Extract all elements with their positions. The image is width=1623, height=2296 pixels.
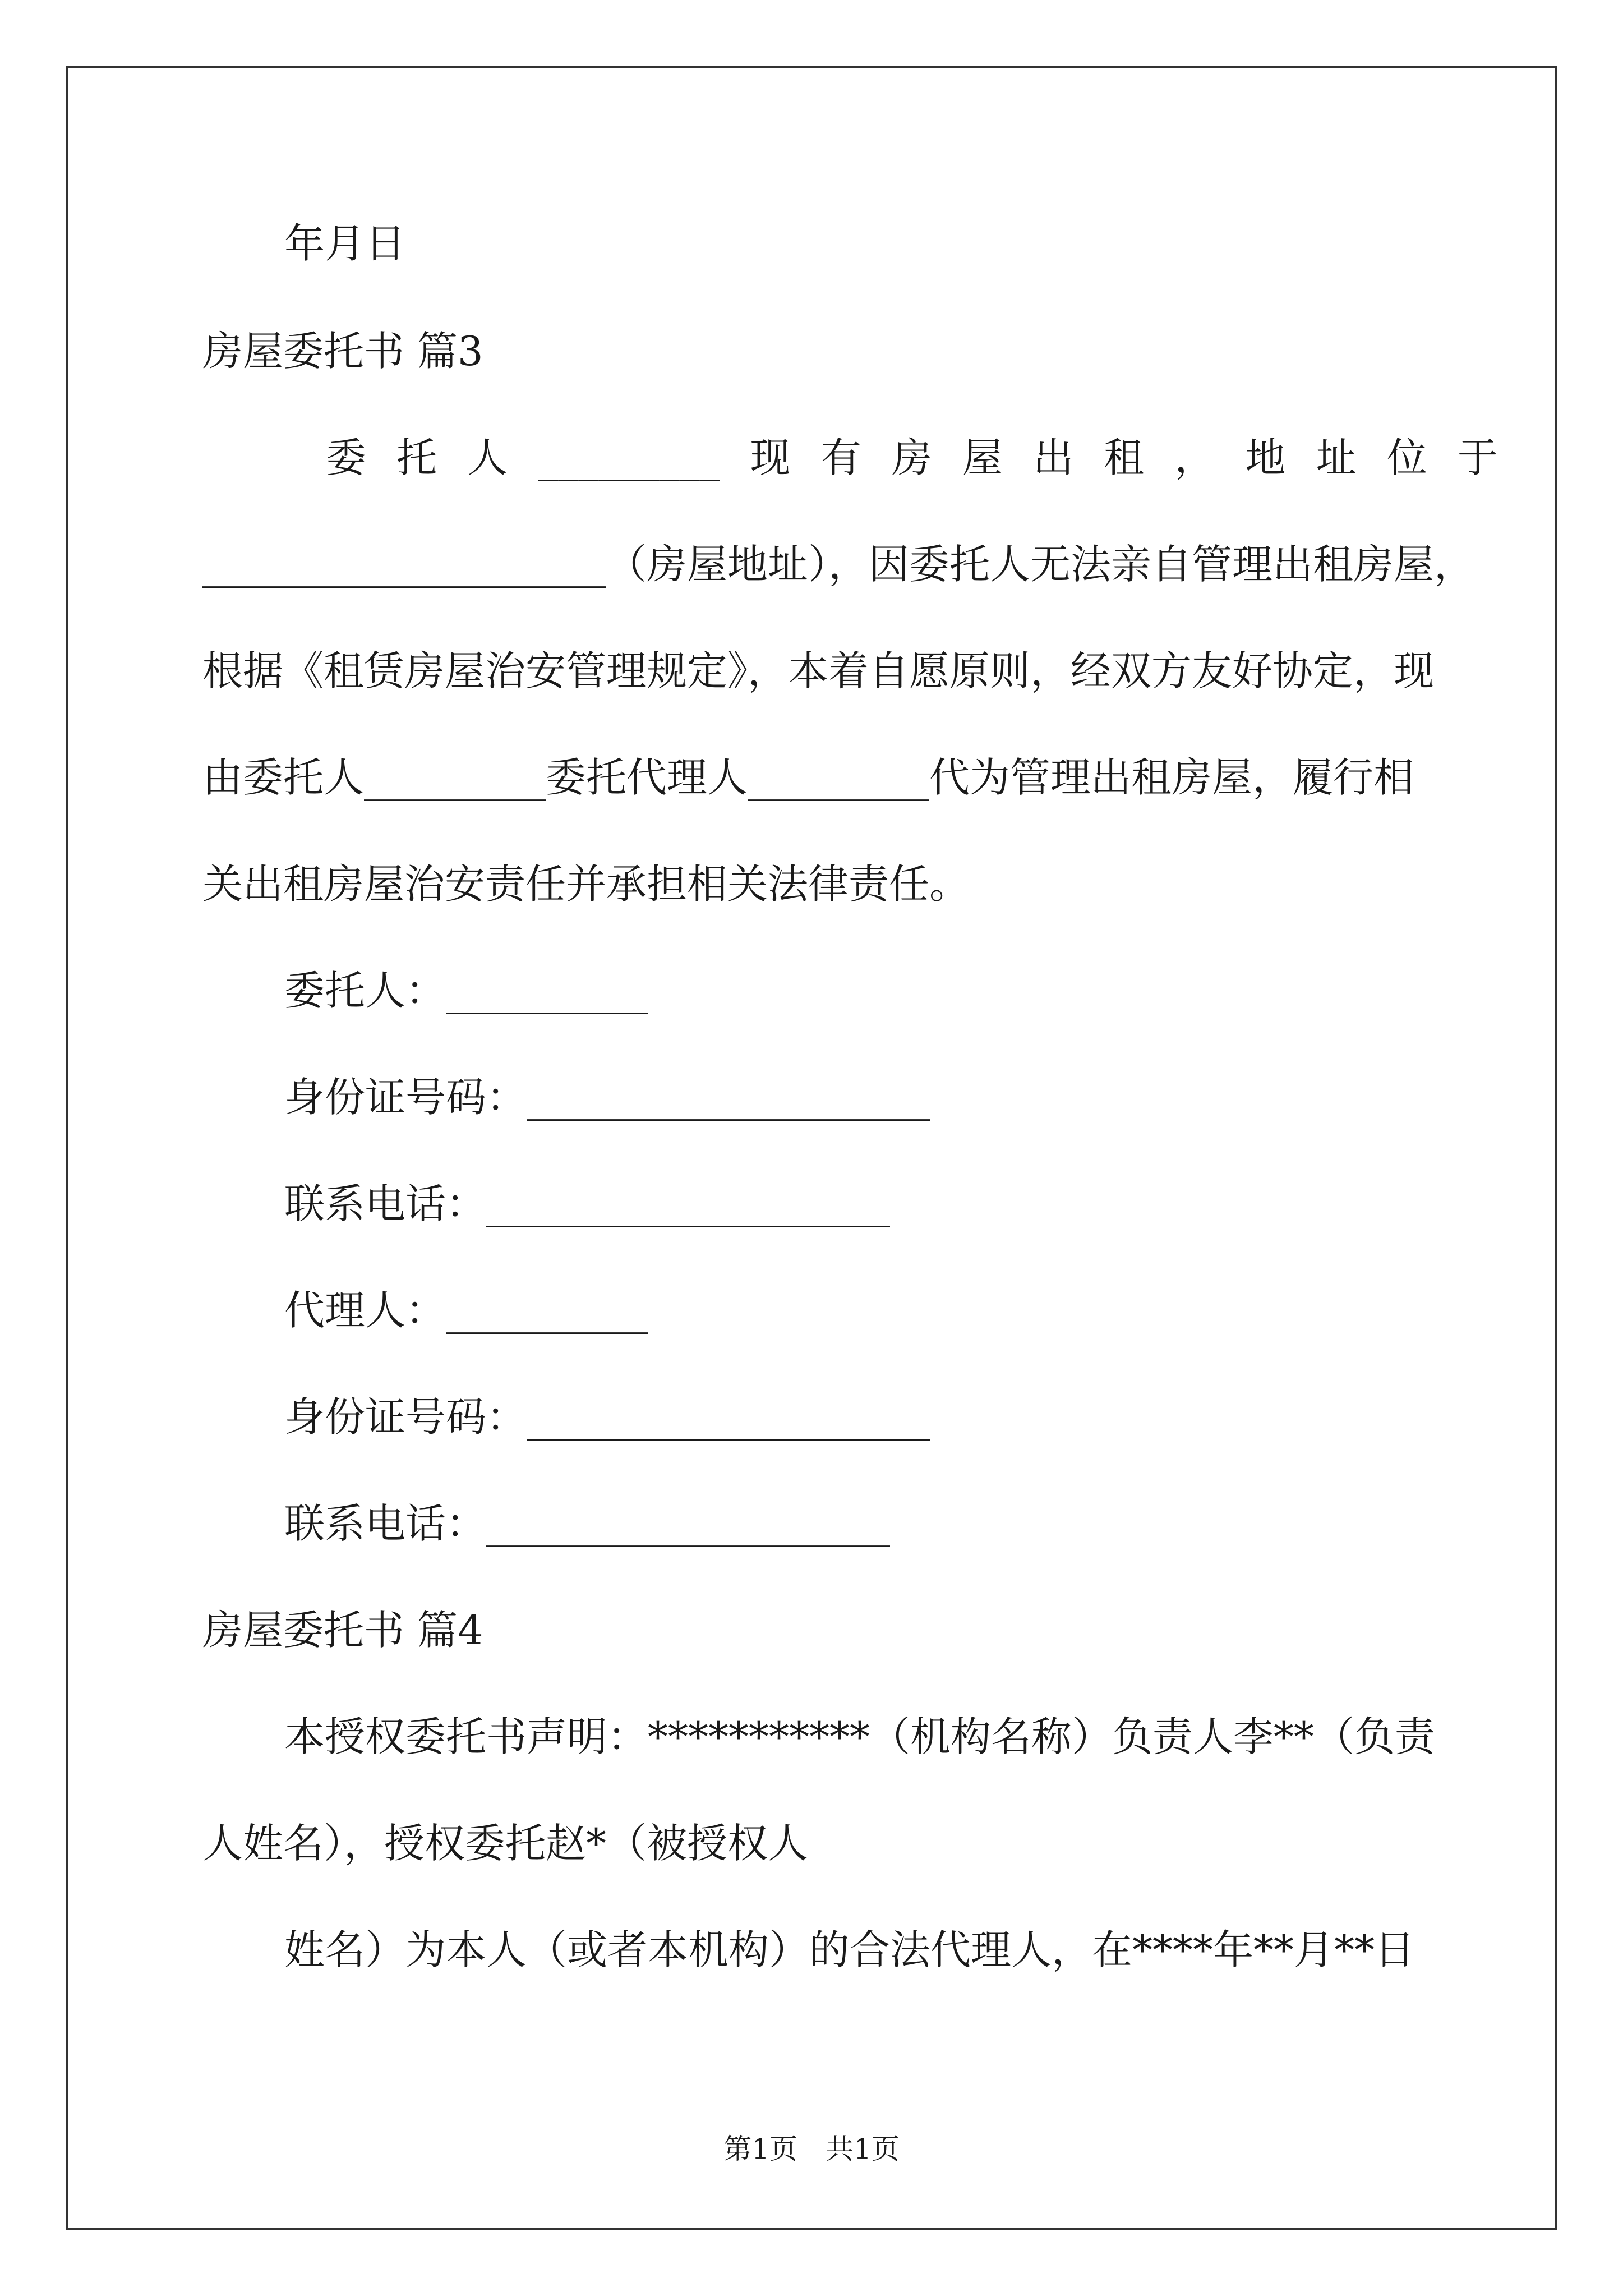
char: 委	[326, 434, 367, 481]
agent-phone-field: 联系电话：____________________	[284, 1500, 891, 1547]
char: 房	[891, 434, 932, 481]
paragraph-line: 本授权委托书声明：***********（机构名称）负责人李**（负责	[284, 1713, 1436, 1760]
document-page	[66, 66, 1557, 2230]
paragraph-line: 姓名）为本人（或者本机构）的合法代理人，在****年**月**日	[284, 1926, 1415, 1973]
char: 托	[396, 434, 437, 481]
char: 出	[1033, 434, 1074, 481]
justified-line	[326, 432, 1498, 483]
char: 有	[820, 434, 861, 481]
agent-field: 代理人：__________	[284, 1287, 648, 1334]
section-heading-4: 房屋委托书 篇4	[202, 1607, 483, 1654]
char: ，	[1174, 434, 1215, 481]
char: 租	[1104, 434, 1145, 481]
char: 人	[467, 434, 508, 481]
principal-field: 委托人：__________	[284, 967, 648, 1014]
paragraph-line: 关出租房屋治安责任并承担相关法律责任。	[202, 861, 970, 908]
char: 屋	[962, 434, 1003, 481]
char: 于	[1457, 434, 1498, 481]
paragraph-line: 人姓名），授权委托赵*（被授权人	[202, 1820, 809, 1867]
section-heading-3: 房屋委托书 篇3	[202, 328, 483, 375]
page-footer: 第1页 共1页	[723, 2133, 900, 2165]
char: 现	[750, 434, 791, 481]
date-line: 年月日	[284, 220, 406, 267]
char: 址	[1316, 434, 1357, 481]
char: 地	[1245, 434, 1286, 481]
principal-phone-field: 联系电话：____________________	[284, 1180, 891, 1227]
blank-field: _________	[538, 434, 720, 481]
agent-id-field: 身份证号码：____________________	[284, 1393, 931, 1441]
paragraph-line: 由委托人_________委托代理人_________代为管理出租房屋，履行相	[202, 754, 1414, 801]
paragraph-line: ____________________（房屋地址），因委托人无法亲自管理出租房屋，	[202, 541, 1475, 588]
principal-id-field: 身份证号码：____________________	[284, 1074, 931, 1121]
paragraph-line: 根据《租赁房屋治安管理规定》，本着自愿原则，经双方友好协定，现	[202, 647, 1435, 694]
char: 位	[1386, 434, 1427, 481]
